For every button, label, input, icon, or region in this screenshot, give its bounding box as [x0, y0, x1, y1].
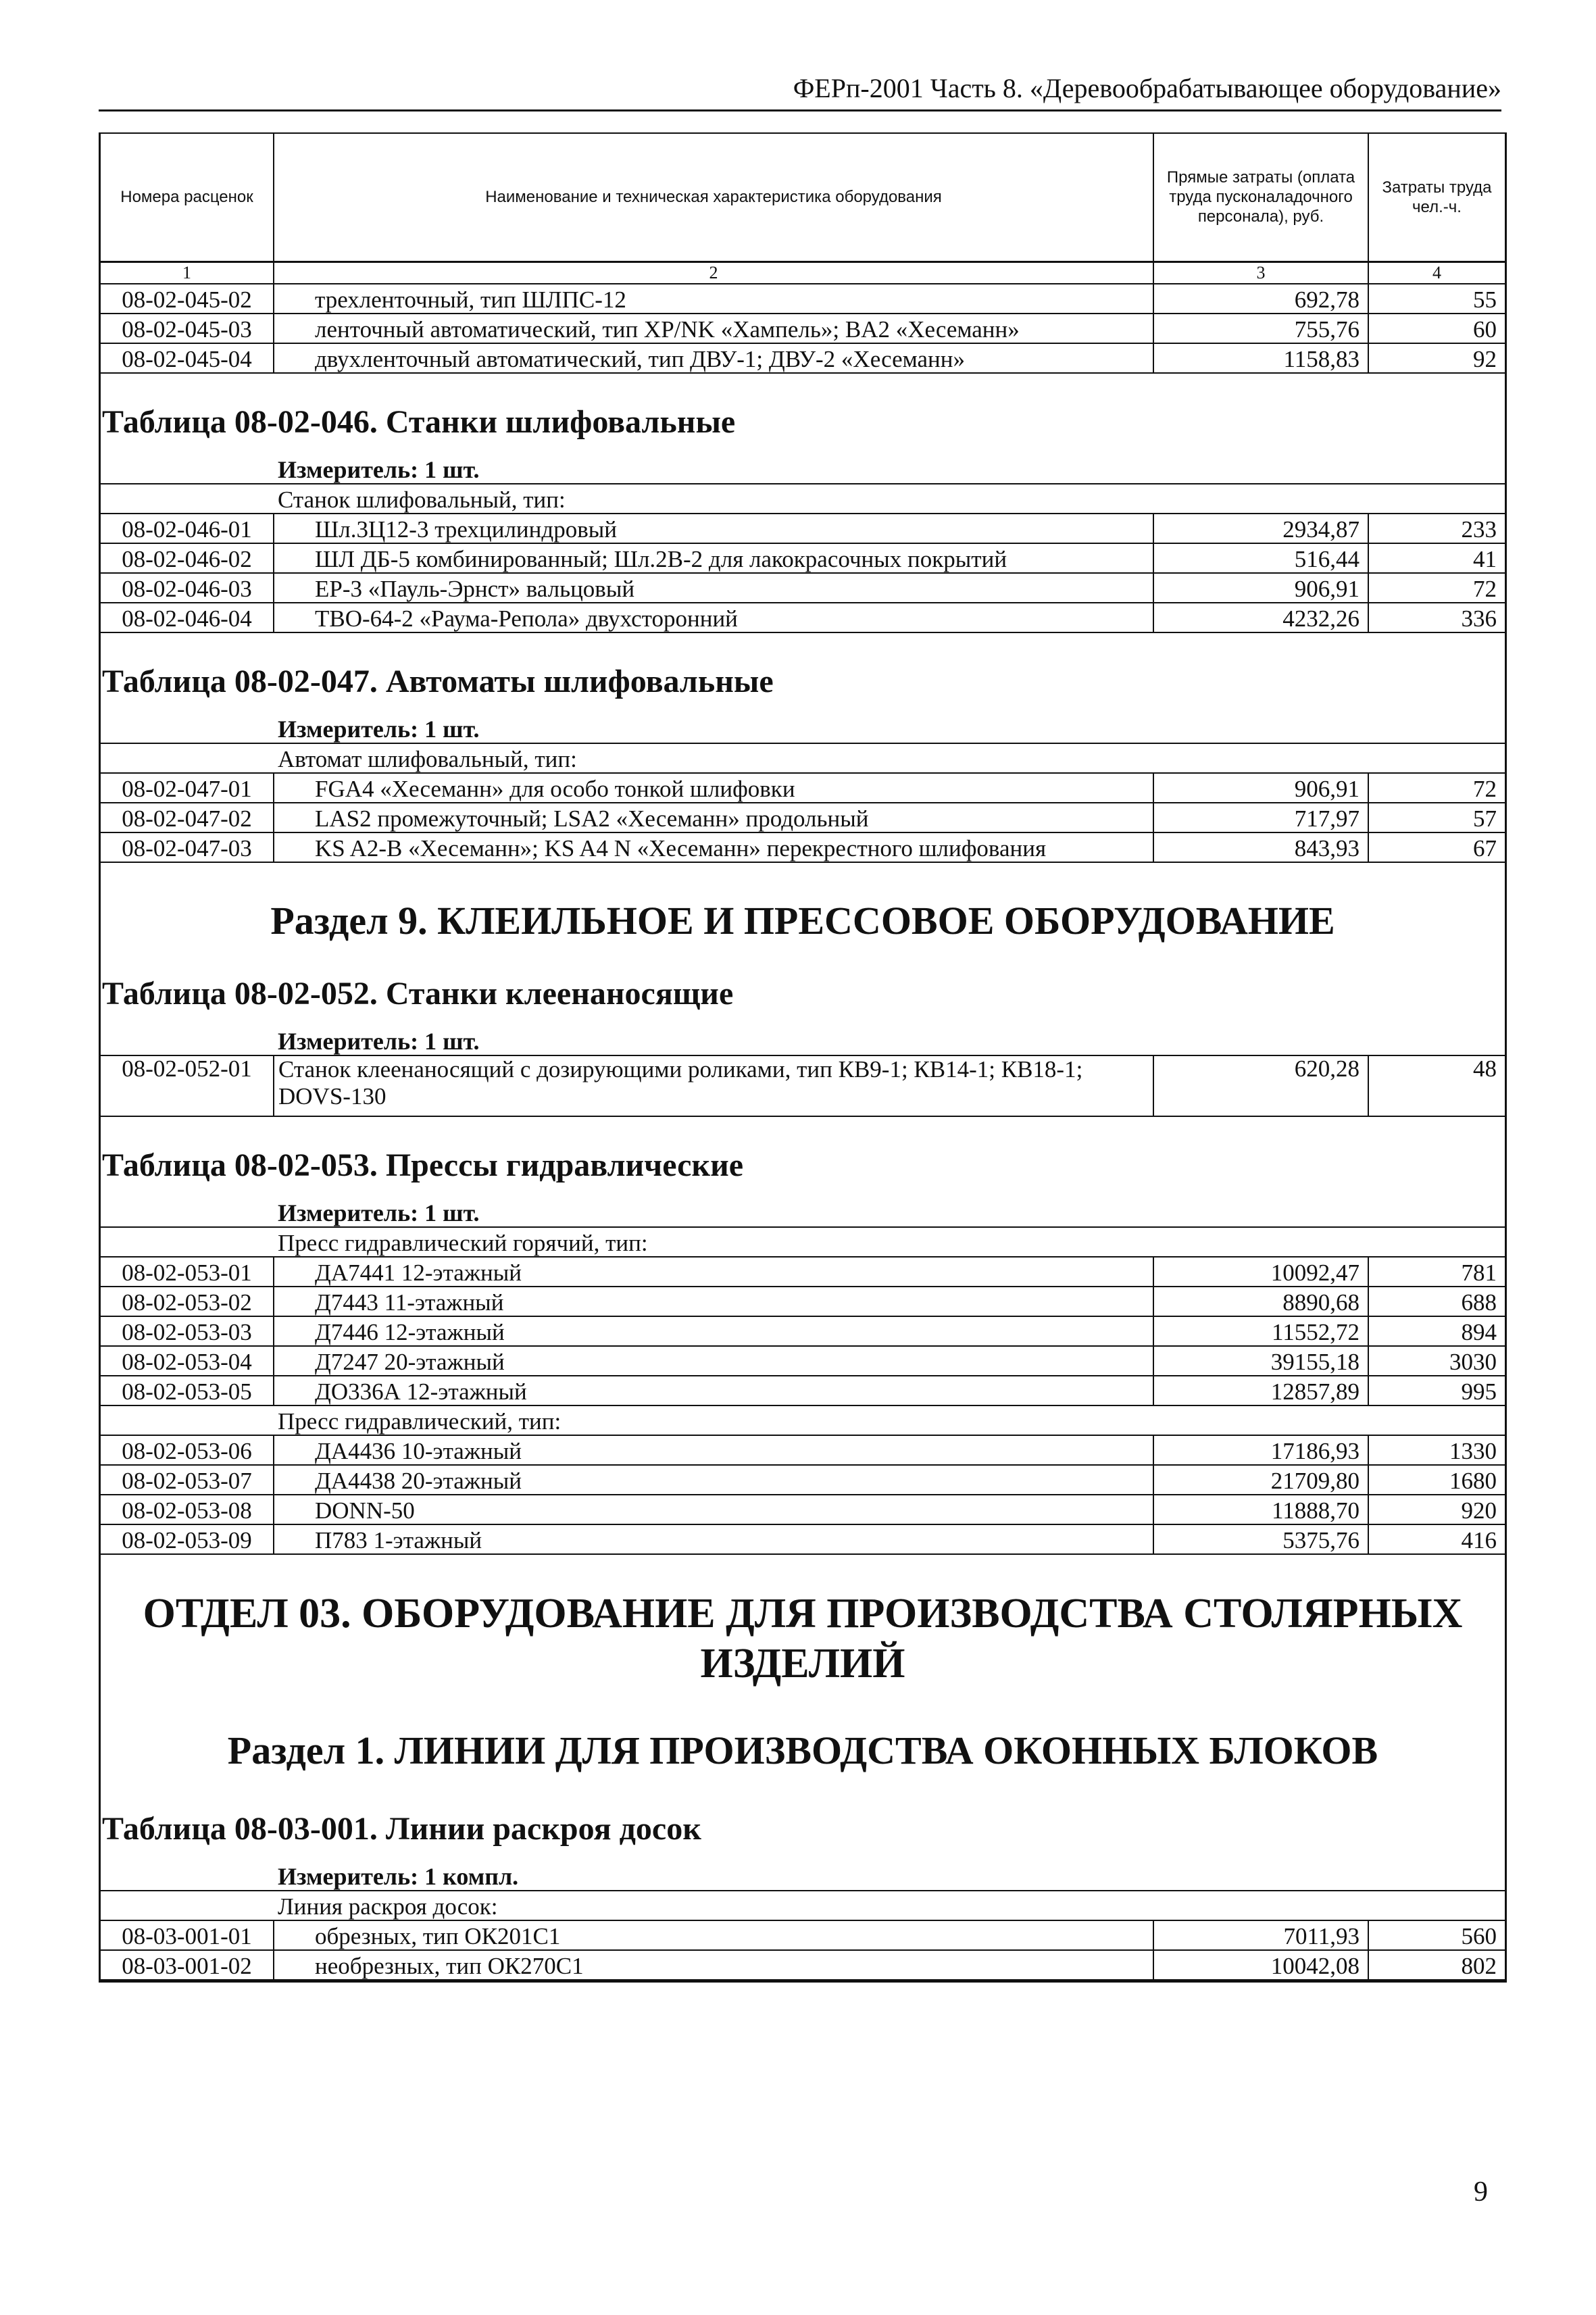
- table-row: 08-02-053-08 DONN-50 11888,70 920: [101, 1495, 1505, 1524]
- section-1-title: Раздел 1. ЛИНИИ ДЛЯ ПРОИЗВОДСТВА ОКОННЫХ БЛОКОВ: [227, 1728, 1378, 1772]
- table-row: 08-02-047-01 FGA4 «Хесеманн» для особо тонкой шлифовки 906,91 72: [101, 773, 1505, 803]
- section-9-title: Раздел 9. КЛЕИЛЬНОЕ И ПРЕССОВОЕ ОБОРУДОВАНИЕ: [270, 898, 1335, 943]
- col-header-code: Номера расценок: [101, 133, 274, 262]
- table-047-title: Таблица 08-02-047. Автоматы шлифовальные: [102, 663, 774, 699]
- col-index: 3: [1153, 262, 1368, 284]
- table-row: 08-02-053-06 ДА4436 10-этажный 17186,93 1330: [101, 1435, 1505, 1465]
- table-052: [101, 1055, 1505, 1117]
- table-052-title: Таблица 08-02-052. Станки клеенаносящие: [102, 975, 734, 1012]
- table-053-group-2: Пресс гидравлический, тип:: [101, 1405, 1505, 1435]
- table-053: [101, 1226, 1505, 1555]
- col-header-name: Наименование и техническая характеристика оборудования: [274, 133, 1153, 262]
- table-053-title: Таблица 08-02-053. Прессы гидравлические: [102, 1147, 744, 1183]
- table-301: [101, 1890, 1505, 1981]
- table-row: 08-02-053-03 Д7446 12-этажный 11552,72 894: [101, 1316, 1505, 1346]
- document-frame: [99, 132, 1507, 1983]
- table-row: 08-03-001-02 необрезных, тип ОК270С1 10042,08 802: [101, 1950, 1505, 1980]
- table-052-meter: Измеритель: 1 шт.: [278, 1027, 480, 1055]
- table-053-group-1: Пресс гидравлический горячий, тип:: [101, 1227, 1505, 1257]
- table-046-group: Станок шлифовальный, тип:: [101, 484, 1505, 514]
- table-046-title: Таблица 08-02-046. Станки шлифовальные: [102, 403, 736, 440]
- table-047-group: Автомат шлифовальный, тип:: [101, 743, 1505, 773]
- table-row: 08-02-053-01 ДА7441 12-этажный 10092,47 781: [101, 1257, 1505, 1287]
- table-046: [101, 483, 1505, 633]
- page-number: 9: [1474, 2176, 1488, 2208]
- table-301-meter: Измеритель: 1 компл.: [278, 1862, 519, 1890]
- table-row: 08-02-046-03 ЕР-3 «Пауль-Эрнст» вальцовый 906,91 72: [101, 573, 1505, 603]
- table-047: [101, 743, 1505, 863]
- col-index: 4: [1368, 262, 1505, 284]
- table-045-rows: [101, 284, 1505, 374]
- header-title: ФЕРп-2001 Часть 8. «Деревообрабатывающее оборудование»: [793, 73, 1501, 103]
- table-row: 08-02-053-04 Д7247 20-этажный 39155,18 3030: [101, 1346, 1505, 1376]
- table-row: 08-02-053-07 ДА4438 20-этажный 21709,80 1680: [101, 1465, 1505, 1495]
- table-301-group: Линия раскроя досок:: [101, 1891, 1505, 1920]
- table-301-title: Таблица 08-03-001. Линии раскроя досок: [102, 1810, 701, 1847]
- table-row: 08-02-047-02 LAS2 промежуточный; LSA2 «Хесеманн» продольный 717,97 57: [101, 803, 1505, 832]
- col-index: 1: [101, 262, 274, 284]
- department-03-title: ОТДЕЛ 03. ОБОРУДОВАНИЕ ДЛЯ ПРОИЗВОДСТВА СТОЛЯРНЫХ ИЗДЕЛИЙ: [143, 1590, 1463, 1687]
- table-046-meter: Измеритель: 1 шт.: [278, 455, 480, 483]
- table-row: 08-02-047-03 KS A2-B «Хесеманн»; KS A4 N «Хесеманн» перекрестного шлифования 843,93 67: [101, 832, 1505, 862]
- page-header: [99, 68, 1501, 111]
- col-header-cost: Прямые затраты (оплата труда пусконаладочного персонала), руб.: [1153, 133, 1368, 262]
- table-row: 08-02-045-02 трехленточный, тип ШЛПС-12 692,78 55: [101, 284, 1505, 314]
- table-row: 08-02-052-01 Станок клеенаносящий с дозирующими роликами, тип КВ9-1; КВ14-1; КВ18-1; DOVS-130 620,28 48: [101, 1055, 1505, 1116]
- table-row: 08-02-053-05 ДО336А 12-этажный 12857,89 995: [101, 1376, 1505, 1405]
- column-header-table: [101, 132, 1505, 284]
- table-053-meter: Измеритель: 1 шт.: [278, 1199, 480, 1226]
- table-row: 08-02-046-02 ШЛ ДБ-5 комбинированный; Шл.2В-2 для лакокрасочных покрытий 516,44 41: [101, 543, 1505, 573]
- col-header-labor: Затраты труда чел.-ч.: [1368, 133, 1505, 262]
- table-row: 08-02-045-04 двухленточный автоматический, тип ДВУ-1; ДВУ-2 «Хесеманн» 1158,83 92: [101, 343, 1505, 373]
- col-index: 2: [274, 262, 1153, 284]
- table-row: 08-03-001-01 обрезных, тип ОК201С1 7011,93 560: [101, 1920, 1505, 1950]
- table-047-meter: Измеритель: 1 шт.: [278, 715, 480, 743]
- table-row: 08-02-053-09 П783 1-этажный 5375,76 416: [101, 1524, 1505, 1554]
- table-row: 08-02-053-02 Д7443 11-этажный 8890,68 688: [101, 1287, 1505, 1316]
- table-row: 08-02-046-04 ТВО-64-2 «Раума-Репола» двухсторонний 4232,26 336: [101, 603, 1505, 632]
- table-row: 08-02-045-03 ленточный автоматический, тип XP/NK «Хампель»; BA2 «Хесеманн» 755,76 60: [101, 314, 1505, 343]
- table-row: 08-02-046-01 Шл.3Ц12-3 трехцилиндровый 2934,87 233: [101, 514, 1505, 543]
